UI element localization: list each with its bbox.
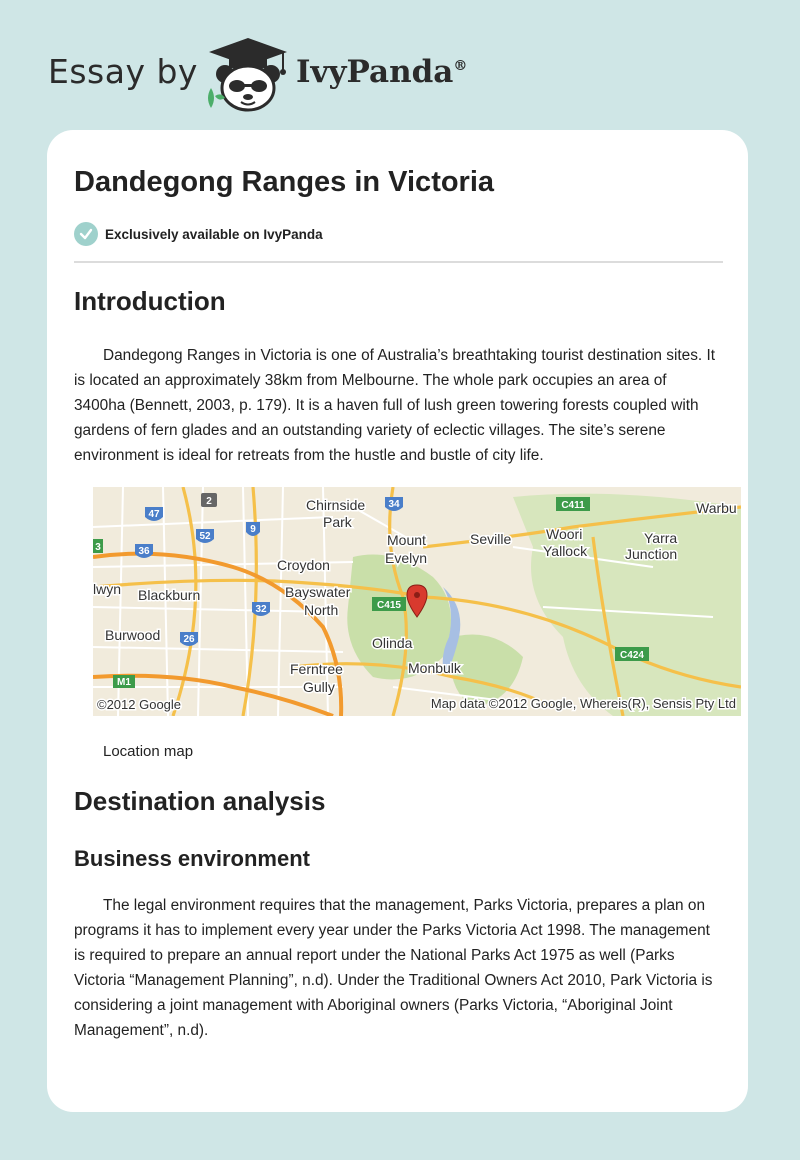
check-circle-icon (74, 222, 98, 246)
svg-text:Gully: Gully (303, 679, 335, 695)
svg-text:Monbulk: Monbulk (408, 660, 461, 676)
intro-paragraph: Dandegong Ranges in Victoria is one of Australia’s breathtaking tourist destination sites. It is located an approximately 38km from Melbourne. The whole park occupies an area of 3400ha (Bennett, 2003, p. 179). It is a haven full of lush green towering forests coupled with gardens of fern glades and an outstanding variety of eclectic villages. The site’s serene environment is ideal for retreats from the hustle and bustle of city life. (74, 347, 716, 464)
svg-text:36: 36 (138, 546, 150, 557)
svg-text:Warbu: Warbu (696, 500, 737, 516)
svg-text:Yallock: Yallock (543, 543, 588, 559)
svg-text:Junction: Junction (625, 546, 678, 562)
svg-text:9: 9 (250, 524, 256, 535)
page-title: Dandegong Ranges in Victoria (74, 166, 495, 198)
svg-text:2: 2 (206, 496, 212, 507)
map-credit-right: Map data ©2012 Google, Whereis(R), Sensis Pty Ltd (430, 696, 736, 711)
svg-text:Yarra: Yarra (644, 530, 678, 546)
brand-prefix: Essay by (48, 52, 198, 91)
svg-text:C424: C424 (620, 650, 644, 661)
svg-text:lwyn: lwyn (93, 581, 122, 597)
svg-text:M1: M1 (117, 677, 131, 688)
section-heading-destination-analysis: Destination analysis (74, 786, 326, 816)
svg-text:Ferntree: Ferntree (290, 661, 343, 677)
section-heading-introduction: Introduction (74, 286, 226, 316)
svg-text:C415: C415 (377, 600, 401, 611)
svg-text:Park: Park (323, 514, 352, 530)
map-caption: Location map (103, 743, 194, 760)
business-paragraph: The legal environment requires that the management, Parks Victoria, prepares a plan on programs it has to implement every year under the Parks Victoria Act 1998. The management is required to prepare an annual report under the National Parks Act 1975 as well (Parks Victoria “Management Planning”, n.d). Under the Traditional Owners Act 2010, Park Victoria is considering a joint management with Aboriginal owners (Parks Victoria, “Aboriginal Joint Management”, n.d). (74, 897, 713, 1039)
brand-name: IvyPanda® (296, 54, 468, 90)
panda-logo-icon (203, 36, 293, 112)
svg-text:47: 47 (148, 509, 160, 520)
svg-text:Blackburn: Blackburn (138, 587, 201, 603)
svg-text:Bayswater: Bayswater (285, 584, 351, 600)
svg-text:Evelyn: Evelyn (385, 550, 428, 566)
svg-text:Croydon: Croydon (277, 557, 330, 573)
svg-text:26: 26 (183, 634, 195, 645)
svg-text:Mount: Mount (387, 532, 426, 548)
svg-text:32: 32 (255, 604, 267, 615)
svg-text:North: North (304, 602, 339, 618)
divider (74, 261, 723, 263)
svg-text:52: 52 (199, 531, 211, 542)
svg-text:Chirnside: Chirnside (306, 497, 366, 513)
svg-text:34: 34 (388, 499, 400, 510)
exclusive-badge (74, 221, 323, 247)
location-map (93, 487, 741, 716)
svg-text:C411: C411 (561, 500, 585, 511)
section-heading-business-environment: Business environment (74, 846, 310, 871)
site-header-logo[interactable] (48, 34, 488, 114)
svg-text:Burwood: Burwood (105, 627, 161, 643)
svg-text:3: 3 (95, 542, 101, 553)
svg-text:Woori: Woori (546, 526, 583, 542)
svg-text:Seville: Seville (470, 531, 512, 547)
article-card (47, 130, 748, 1112)
svg-text:Olinda: Olinda (372, 635, 413, 651)
map-credit-left: ©2012 Google (97, 697, 182, 712)
exclusive-label: Exclusively available on IvyPanda (105, 226, 323, 242)
